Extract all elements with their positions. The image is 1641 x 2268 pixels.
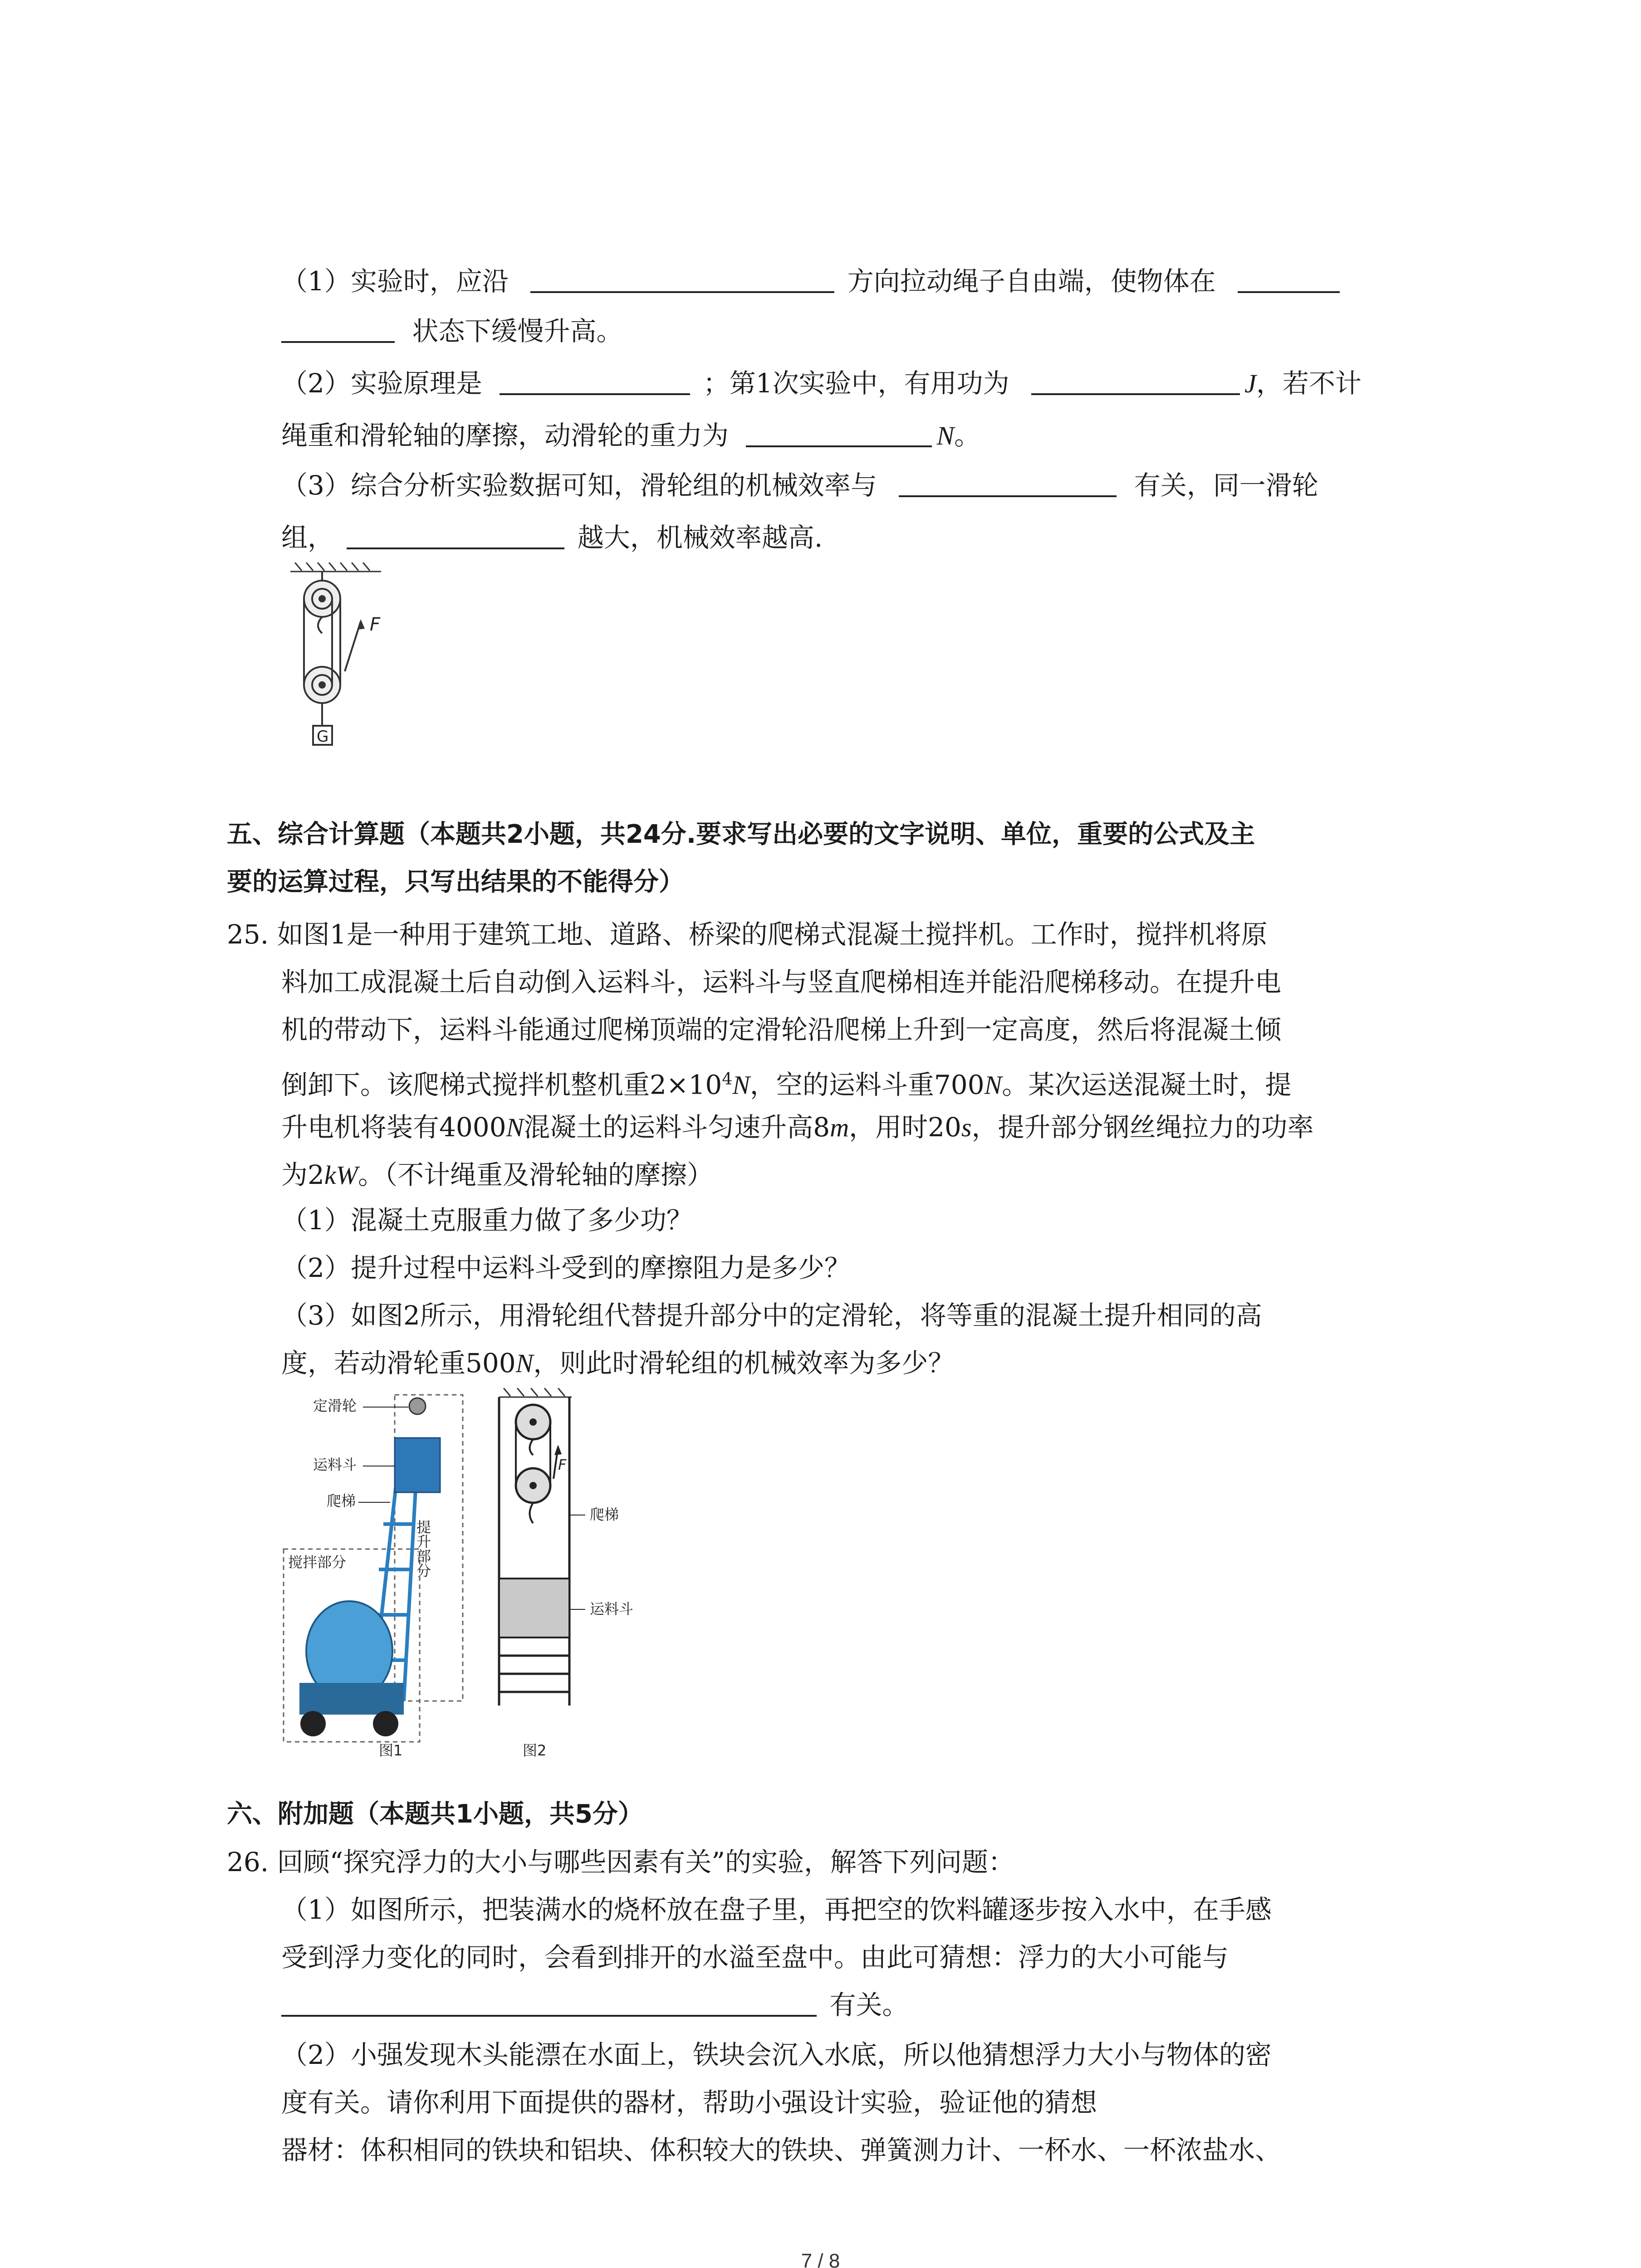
q25-line1: 25. 如图1是一种用于建筑工地、道路、桥梁的爬梯式混凝土搅拌机。工作时，搅拌机将原 <box>227 919 1268 950</box>
q25-line2: 料加工成混凝土后自动倒入运料斗，运料斗与竖直爬梯相连并能沿爬梯移动。在提升电 <box>281 967 1282 997</box>
q24-blank-pulley-weight[interactable] <box>746 419 932 447</box>
wheel-left-icon <box>300 1711 326 1736</box>
q24-part3-line1 <box>281 467 1318 503</box>
q24-part2-line2 <box>281 417 980 454</box>
q24-p2-text-e: 。 <box>954 420 981 451</box>
q25-sub3-line2 <box>281 1345 954 1382</box>
q24-part1-line2 <box>281 313 622 349</box>
label-mixer: 搅拌部分 <box>288 1554 347 1571</box>
q25-figure2-pulley <box>490 1388 681 1760</box>
q24-p2-text-b: ；第1次实验中，有用功为 <box>703 368 1009 399</box>
q25-l4-a: 倒卸下。该爬梯式搅拌机整机重2×10 <box>281 1069 722 1100</box>
q26-sub1-line3 <box>281 1987 908 2023</box>
q26-blank-buoyancy-factor[interactable] <box>281 1989 817 2017</box>
q24-p3-text-a: （3）综合分析实验数据可知，滑轮组的机械效率与 <box>281 470 877 501</box>
weight-label-g: G <box>317 728 329 746</box>
q24-unit-newton: N <box>936 421 955 450</box>
q24-p1-text-a: （1）实验时，应沿 <box>281 266 509 297</box>
q25-l4-unit2: N <box>984 1070 1002 1100</box>
page-number: 7 / 8 <box>801 2250 840 2268</box>
q24-p3-text-d: 越大，机械效率越高. <box>577 522 823 553</box>
ceiling-hatch <box>290 562 381 572</box>
q25-l5-d: ，提升部分钢丝绳拉力的功率 <box>971 1112 1314 1143</box>
q25-line3: 机的带动下，运料斗能通过爬梯顶端的定滑轮沿爬梯上升到一定高度，然后将混凝土倾 <box>281 1014 1282 1045</box>
q26-sub1-line2: 受到浮力变化的同时，会看到排开的水溢至盘中。由此可猜想：浮力的大小可能与 <box>281 1942 1229 1973</box>
q25-l5-unit2: m <box>830 1113 849 1142</box>
q24-blank-efficiency-factor[interactable] <box>899 469 1117 497</box>
q25-l5-b: 混凝土的运料斗匀速升高8 <box>524 1112 830 1143</box>
fig2-bucket-block <box>499 1579 569 1637</box>
q25-l5-c: ，用时20 <box>849 1112 961 1143</box>
q25-l6-unit: kW <box>324 1160 358 1190</box>
bucket-icon <box>395 1438 440 1492</box>
fig2-label-bucket: 运料斗 <box>590 1600 634 1618</box>
q25-s3-a: 度，若动滑轮重500 <box>281 1348 516 1378</box>
label-ladder: 爬梯 <box>327 1492 356 1510</box>
label-caption-fig1: 图1 <box>379 1742 403 1759</box>
q24-p2-text-d: 绳重和滑轮轴的摩擦，动滑轮的重力为 <box>281 420 729 451</box>
q26-line1: 26. 回顾“探究浮力的大小与哪些因素有关”的实验，解答下列问题： <box>227 1847 1014 1877</box>
q25-l5-unit3: s <box>961 1113 972 1142</box>
q26-s1-l3-text: 有关。 <box>829 1989 909 2020</box>
q24-p3-text-b: 有关，同一滑轮 <box>1134 470 1318 501</box>
q24-part2-line1 <box>281 365 1362 402</box>
wheel-right-icon <box>373 1711 398 1736</box>
q25-s3-unit: N <box>515 1349 534 1378</box>
q25-l6-b: 。（不计绳重及滑轮轴的摩擦） <box>358 1159 713 1190</box>
q24-part3-line2 <box>281 519 823 556</box>
fig2-force-label-f: F <box>558 1456 567 1473</box>
q25-l5-a: 升电机将装有4000 <box>281 1112 506 1143</box>
q26-sub2-line2: 度有关。请你利用下面提供的器材，帮助小强设计实验，验证他的猜想 <box>281 2087 1097 2118</box>
q25-figure1-mixer <box>281 1388 472 1760</box>
q25-sub3-line1: （3）如图2所示，用滑轮组代替提升部分中的定滑轮，将等重的混凝土提升相同的高 <box>281 1300 1262 1331</box>
q24-p2-text-c: ，若不计 <box>1256 368 1362 399</box>
q24-blank-state-1[interactable] <box>1238 265 1340 293</box>
q25-l4-b: ，空的运料斗重700 <box>749 1069 985 1100</box>
q24-p1-text-b: 方向拉动绳子自由端，使物体在 <box>847 266 1216 297</box>
section5-heading-line1: 五、综合计算题（本题共2小题，共24分.要求写出必要的文字说明、单位，重要的公式及主 <box>227 820 1255 849</box>
q25-l4-c: 。某次运送混凝土时，提 <box>1002 1069 1292 1100</box>
q26-sub1-line1: （1）如图所示，把装满水的烧杯放在盘子里，再把空的饮料罐逐步按入水中，在手感 <box>281 1894 1272 1925</box>
q25-line6 <box>281 1157 713 1193</box>
force-label-f: F <box>370 614 381 635</box>
q24-blank-larger-quantity[interactable] <box>347 521 564 549</box>
q24-blank-state-2[interactable] <box>281 315 395 343</box>
q25-sub2: （2）提升过程中运料斗受到的摩擦阻力是多少？ <box>281 1252 851 1283</box>
q24-p3-text-c: 组， <box>281 522 334 553</box>
label-fixed-pulley: 定滑轮 <box>313 1397 357 1414</box>
q24-unit-joule: J <box>1244 369 1256 398</box>
q25-line4 <box>281 1061 1291 1103</box>
label-caption-fig2: 图2 <box>523 1742 547 1759</box>
q25-l4-exponent: 4 <box>722 1070 733 1089</box>
q25-l6-a: 为2 <box>281 1159 324 1190</box>
section6-heading: 六、附加题（本题共1小题，共5分） <box>227 1799 643 1829</box>
q24-blank-useful-work[interactable] <box>1031 367 1240 395</box>
q24-pulley-figure <box>281 562 445 762</box>
q26-sub2-line3: 器材：体积相同的铁块和铝块、体积较大的铁块、弹簧测力计、一杯水、一杯浓盐水、 <box>281 2135 1282 2165</box>
q24-p2-text-a: （2）实验原理是 <box>281 368 482 399</box>
q25-l5-unit: N <box>506 1113 524 1142</box>
fig2-label-ladder: 爬梯 <box>590 1506 619 1523</box>
q25-l4-unit: N <box>732 1070 750 1100</box>
q24-blank-direction[interactable] <box>530 265 834 293</box>
label-lift-part: 提升部分 <box>414 1520 431 1578</box>
label-bucket: 运料斗 <box>313 1456 357 1473</box>
q24-blank-principle[interactable] <box>500 367 690 395</box>
q24-part1-line1 <box>281 263 1340 299</box>
top-pulley-icon <box>409 1398 426 1414</box>
q26-sub2-line1: （2）小强发现木头能漂在水面上，铁块会沉入水底，所以他猜想浮力大小与物体的密 <box>281 2039 1272 2070</box>
q25-s3-b: ，则此时滑轮组的机械效率为多少？ <box>533 1348 955 1378</box>
q25-sub1: （1）混凝土克服重力做了多少功？ <box>281 1205 693 1236</box>
section5-heading-line2: 要的运算过程，只写出结果的不能得分） <box>227 867 684 897</box>
q24-p1-text-c: 状态下缓慢升高。 <box>412 316 623 347</box>
q25-line5 <box>281 1109 1314 1146</box>
